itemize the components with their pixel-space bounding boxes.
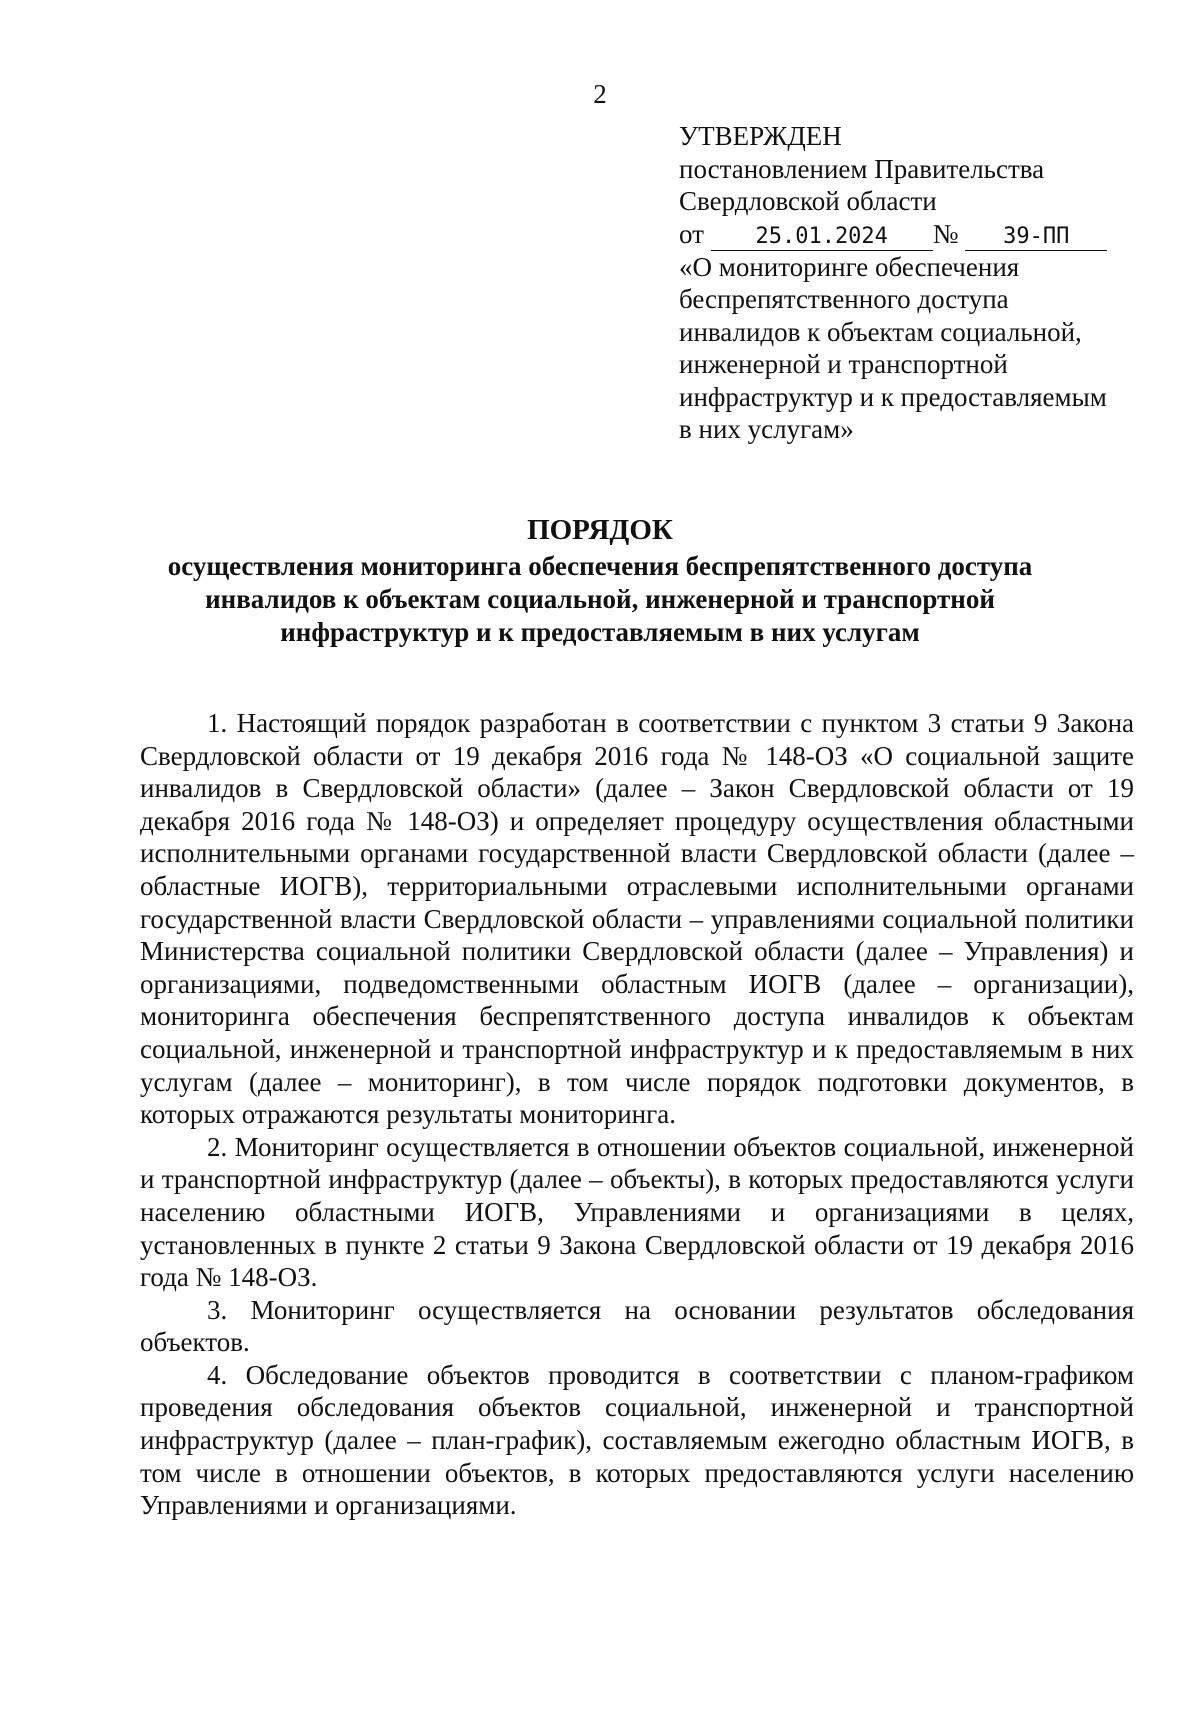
paragraph-2: 2. Мониторинг осуществляется в отношении объектов социальной, инженерной и транспортной инфраструктур (далее – объекты), в которых предоставляются услуги населению областными ИОГВ, Управлениями и организациями в целях, установленных в пункте 2 статьи 9 Закона Свердловской области от 19 декабря 2016 года № 148-ОЗ. [140,1131,1134,1293]
number-label: № [932,218,959,249]
heading-subtitle-line: осуществления мониторинга обеспечения беспрепятственного доступа [167,551,1033,581]
approval-quote-line: инженерной и транспортной [679,349,1008,379]
approval-line-1: постановлением Правительства [679,153,1045,184]
approval-date-number-line [679,218,1139,251]
heading-subtitle-line: инфраструктур и к предоставляемым в них услугам [280,617,920,647]
approval-date: 25.01.2024 [711,224,933,251]
document-body [140,707,1134,1522]
paragraph-4: 4. Обследование объектов проводится в соответствии с планом-графиком проведения обследования объектов социальной, инженерной и транспортной инфраструктур (далее – план-график), составляемым ежегодно областным ИОГВ, в том числе в отношении объектов, в которых предоставляются услуги населению Управлениями и организациями. [140,1359,1134,1521]
approval-quote-line: беспрепятственного доступа [679,284,1009,314]
approval-quote-line: инфраструктур и к предоставляемым [679,381,1107,412]
heading-title: ПОРЯДОК [527,514,673,546]
paragraph-3: 3. Мониторинг осуществляется на основании результатов обследования объектов. [140,1294,1134,1358]
approval-quote-line: инвалидов к объектам социальной, [679,316,1082,347]
heading-subtitle-line: инвалидов к объектам социальной, инженерной и транспортной [205,584,995,614]
approval-line-2: Свердловской области [679,186,937,216]
approval-quote-line: «О мониторинге обеспечения [679,251,1020,282]
approval-number: 39-ПП [965,224,1107,251]
page-number: 2 [593,79,607,109]
approval-block [679,120,1139,446]
approval-title: УТВЕРЖДЕН [679,121,842,151]
document-heading [0,512,1200,649]
paragraph-1: 1. Настоящий порядок разработан в соответствии с пунктом 3 статьи 9 Закона Свердловской области от 19 декабря 2016 года № 148-ОЗ «О социальной защите инвалидов в Свердловской области» (далее – Закон Свердловской области от 19 декабря 2016 года № 148-ОЗ) и определяет процедуру осуществления областными исполнительными органами государственной власти Свердловской области (далее – областные ИОГВ), территориальными отраслевыми исполнительными органами государственной власти Свердловской области – управлениями социальной политики Министерства социальной политики Свердловской области (далее – Управления) и организациями, подведомственными областным ИОГВ (далее – организации), мониторинга обеспечения беспрепятственного доступа инвалидов к объектам социальной, инженерной и транспортной инфраструктур и к предоставляемым в них услугам (далее – мониторинг), в том числе порядок подготовки документов, в которых отражаются результаты мониторинга. [140,708,1134,1130]
from-label: от [679,218,704,249]
approval-quote-line: в них услугам» [679,414,854,444]
